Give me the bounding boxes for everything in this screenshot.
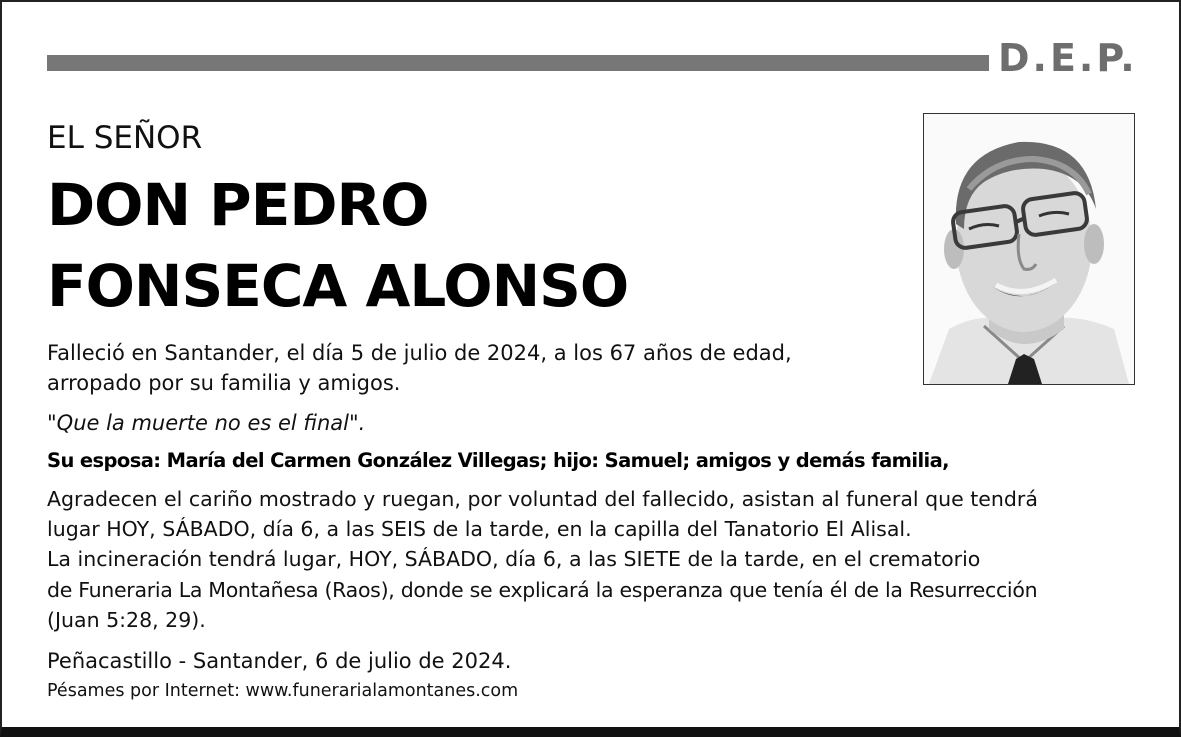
funeral-paragraph-line1: Agradecen el cariño mostrado y ruegan, por voluntad del fallecido, asistan al funeral que tendrá	[47, 487, 1038, 511]
deceased-name-line2: FONSECA ALONSO	[47, 252, 629, 320]
portrait-illustration	[924, 114, 1134, 384]
funeral-paragraph-line4: de Funeraria La Montañesa (Raos), donde se explicará la esperanza que tenía él de la Resurrección	[47, 578, 1038, 602]
place-date: Peñacastillo - Santander, 6 de julio de 2024.	[47, 649, 512, 673]
deceased-name-line1: DON PEDRO	[47, 171, 429, 239]
dep-heading: D.E.P.	[998, 36, 1138, 80]
death-notice-line1: Falleció en Santander, el día 5 de julio de 2024, a los 67 años de edad,	[47, 341, 792, 365]
header-rule	[47, 55, 989, 71]
quote: "Que la muerte no es el final".	[47, 411, 366, 435]
funeral-paragraph-line2: lugar HOY, SÁBADO, día 6, a las SEIS de la tarde, en la capilla del Tanatorio El Alisal.	[47, 517, 912, 541]
condolences-line: Pésames por Internet: www.funerarialamontanes.com	[47, 681, 519, 701]
family-line: Su esposa: María del Carmen González Villegas; hijo: Samuel; amigos y demás familia,	[47, 449, 949, 472]
portrait-photo	[923, 113, 1135, 385]
funeral-paragraph-line5: (Juan 5:28, 29).	[47, 608, 206, 632]
funeral-paragraph-line3: La incineración tendrá lugar, HOY, SÁBADO, día 6, a las SIETE de la tarde, en el crematorio	[47, 547, 981, 571]
death-notice-line2: arropado por su familia y amigos.	[47, 371, 401, 395]
honorific: EL SEÑOR	[47, 120, 203, 156]
